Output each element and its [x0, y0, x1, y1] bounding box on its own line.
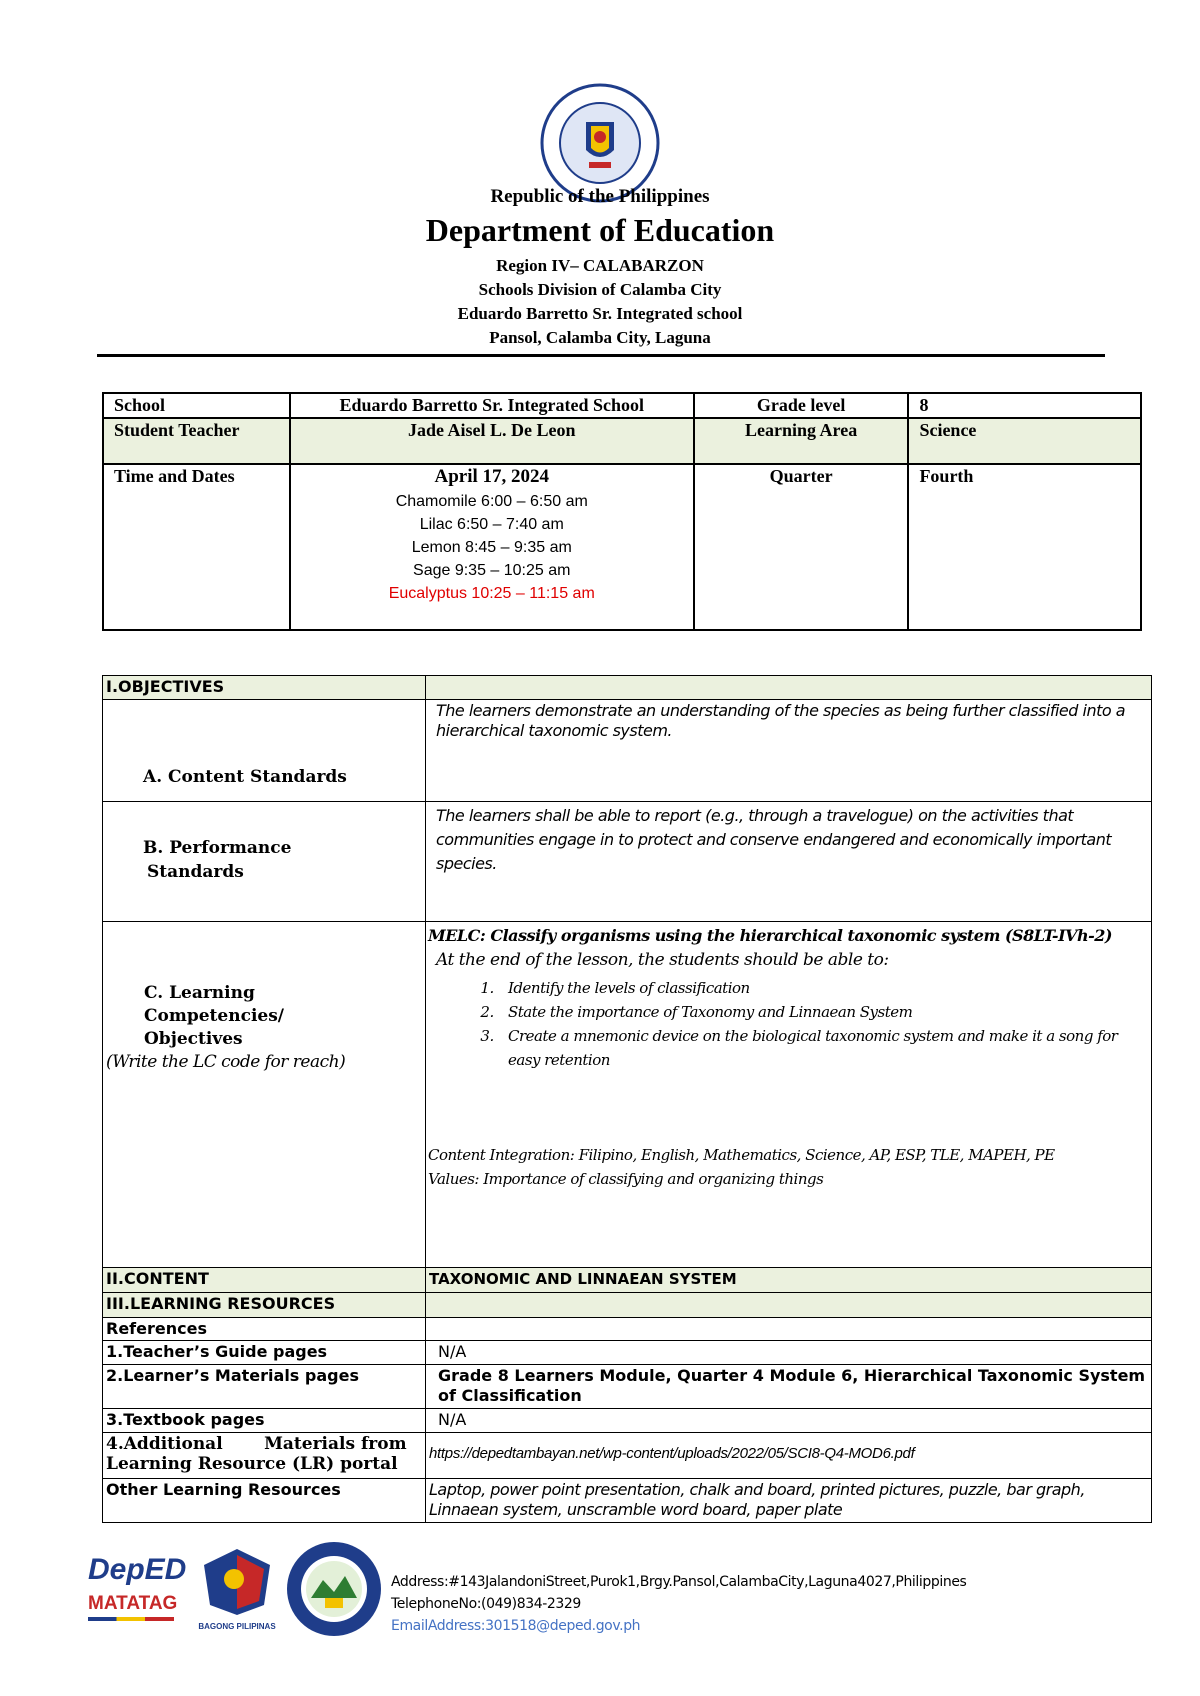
- footer-phone: TelephoneNo:(049)834-2329: [391, 1596, 581, 1612]
- resources-label: III.LEARNING RESOURCES: [103, 1293, 426, 1318]
- grade-label: Grade level: [694, 393, 909, 418]
- quarter-label: Quarter: [694, 464, 909, 630]
- performance-standards-row: [103, 802, 1152, 922]
- resources-row: [103, 1293, 1152, 1318]
- quarter-value: Fourth: [908, 464, 1141, 630]
- footer-address: Address:#143JalandoniStreet,Purok1,Brgy.Pansol,CalambaCity,Laguna4027,Philippines: [391, 1574, 967, 1590]
- content-standards-label-cell: [103, 700, 426, 802]
- performance-standards-label-2: Standards: [147, 862, 244, 882]
- time-cell: [290, 464, 694, 630]
- school-seal-logo: [285, 1540, 383, 1638]
- performance-standards-label-cell: [103, 802, 426, 922]
- other-resources-label: Other Learning Resources: [103, 1479, 426, 1523]
- content-value: TAXONOMIC AND LINNAEAN SYSTEM: [426, 1268, 1152, 1293]
- teachers-guide-row: [103, 1341, 1152, 1365]
- bagong-pilipinas-text: BAGONG PILIPINAS: [198, 1622, 276, 1631]
- deped-matatag-logo: [88, 1553, 188, 1621]
- matatag-bar: [88, 1617, 174, 1621]
- objectives-blank: [426, 676, 1152, 700]
- content-integration-text: Content Integration: Filipino, English, Mathematics, Science, AP, ESP, TLE, MAPEH, PE: [428, 1146, 1055, 1164]
- session-lilac: Lilac 6:50 – 7:40 am: [419, 516, 564, 533]
- grade-value: 8: [908, 393, 1141, 418]
- deped-logo-text: DepED: [88, 1553, 187, 1586]
- learning-competencies-label: C. Learning: [144, 983, 255, 1003]
- performance-standards-text: The learners shall be able to report (e.g., through a travelogue) on the activities that communities engage in to protect and conserve endangered and economically important species.: [426, 802, 1152, 922]
- learning-competencies-cell: [426, 922, 1152, 1268]
- lc-code-note: (Write the LC code for reach): [106, 1052, 346, 1072]
- values-text: Values: Importance of classifying and organizing things: [428, 1170, 824, 1188]
- end-of-lesson-text: At the end of the lesson, the students should be able to:: [436, 950, 889, 970]
- content-standards-text: The learners demonstrate an understanding of the species as being further classified into a hierarchical taxonomic system.: [426, 700, 1152, 802]
- session-chamomile: Chamomile 6:00 – 6:50 am: [395, 493, 588, 510]
- objectives-label: I.OBJECTIVES: [103, 676, 426, 700]
- info-row-teacher: [103, 418, 1141, 464]
- bagong-pilipinas-logo: [198, 1545, 276, 1635]
- textbook-value: N/A: [426, 1409, 1152, 1433]
- teachers-guide-value: N/A: [426, 1341, 1152, 1365]
- learners-materials-label: 2.Learner’s Materials pages: [103, 1365, 426, 1409]
- learning-competencies-label-2: Competencies/: [144, 1006, 284, 1026]
- references-blank: [426, 1318, 1152, 1341]
- objective-item: 3. Create a mnemonic device on the biological taxonomic system and make it a song for easy retention: [498, 1024, 1149, 1072]
- area-label: Learning Area: [694, 418, 909, 464]
- content-label: II.CONTENT: [103, 1268, 426, 1293]
- teacher-value: Jade Aisel L. De Leon: [290, 418, 694, 464]
- lesson-plan-table: [102, 675, 1152, 1523]
- other-resources-value: Laptop, power point presentation, chalk and board, printed pictures, puzzle, bar graph, Linnaean system, unscramble word board, paper plate: [426, 1479, 1152, 1523]
- address-heading: Pansol, Calamba City, Laguna: [489, 328, 711, 347]
- session-lemon: Lemon 8:45 – 9:35 am: [411, 539, 572, 556]
- textbook-row: [103, 1409, 1152, 1433]
- header-divider: [97, 354, 1105, 357]
- region-heading: Region IV– CALABARZON: [496, 256, 704, 275]
- learners-materials-value: Grade 8 Learners Module, Quarter 4 Module 6, Hierarchical Taxonomic System of Classification: [426, 1365, 1152, 1409]
- additional-materials-row: [103, 1433, 1152, 1479]
- learning-competencies-label-3: Objectives: [144, 1029, 243, 1049]
- school-heading: Eduardo Barretto Sr. Integrated school: [457, 304, 743, 323]
- teacher-label: Student Teacher: [103, 418, 290, 464]
- date-value: April 17, 2024: [434, 466, 549, 487]
- other-resources-row: [103, 1479, 1152, 1523]
- session-eucalyptus: Eucalyptus 10:25 – 11:15 am: [388, 585, 595, 602]
- bagong-pilipinas-emblem: [198, 1545, 276, 1617]
- objective-item: 2. State the importance of Taxonomy and Linnaean System: [498, 1000, 1149, 1024]
- session-sage: Sage 9:35 – 10:25 am: [413, 562, 571, 579]
- references-row: [103, 1318, 1152, 1341]
- school-value: Eduardo Barretto Sr. Integrated School: [290, 393, 694, 418]
- division-heading: Schools Division of Calamba City: [478, 280, 722, 299]
- info-row-time: [103, 464, 1141, 630]
- textbook-label: 3.Textbook pages: [103, 1409, 426, 1433]
- learning-competencies-row: [103, 922, 1152, 1268]
- footer-email[interactable]: EmailAddress:301518@deped.gov.ph: [391, 1618, 641, 1634]
- objectives-row: [103, 676, 1152, 700]
- content-standards-label: A. Content Standards: [143, 767, 347, 787]
- department-heading: Department of Education: [425, 212, 775, 248]
- teachers-guide-label: 1.Teacher’s Guide pages: [103, 1341, 426, 1365]
- resources-blank: [426, 1293, 1152, 1318]
- additional-materials-label-cell: [103, 1433, 426, 1479]
- references-label: References: [103, 1318, 426, 1341]
- republic-heading: Republic of the Philippines: [490, 186, 710, 207]
- objective-item: 1. Identify the levels of classification: [498, 976, 1149, 1000]
- learners-materials-row: [103, 1365, 1152, 1409]
- info-row-school: [103, 393, 1141, 418]
- additional-materials-label-2: Learning Resource (LR) portal: [106, 1454, 398, 1474]
- school-label: School: [103, 393, 290, 418]
- time-label: Time and Dates: [103, 464, 290, 630]
- content-standards-row: [103, 700, 1152, 802]
- additional-materials-label: 4.Additional Materials from: [106, 1434, 407, 1454]
- objectives-list: [428, 976, 1149, 1072]
- info-table: [102, 392, 1142, 631]
- melc-text: MELC: Classify organisms using the hierarchical taxonomic system (S8LT-IVh-2): [428, 926, 1112, 945]
- matatag-text: MATATAG: [88, 1593, 178, 1614]
- learning-competencies-label-cell: [103, 922, 426, 1268]
- performance-standards-label: B. Performance: [143, 838, 292, 858]
- content-row: [103, 1268, 1152, 1293]
- additional-materials-link[interactable]: https://depedtambayan.net/wp-content/uploads/2022/05/SCI8-Q4-MOD6.pdf: [426, 1433, 1152, 1479]
- area-value: Science: [908, 418, 1141, 464]
